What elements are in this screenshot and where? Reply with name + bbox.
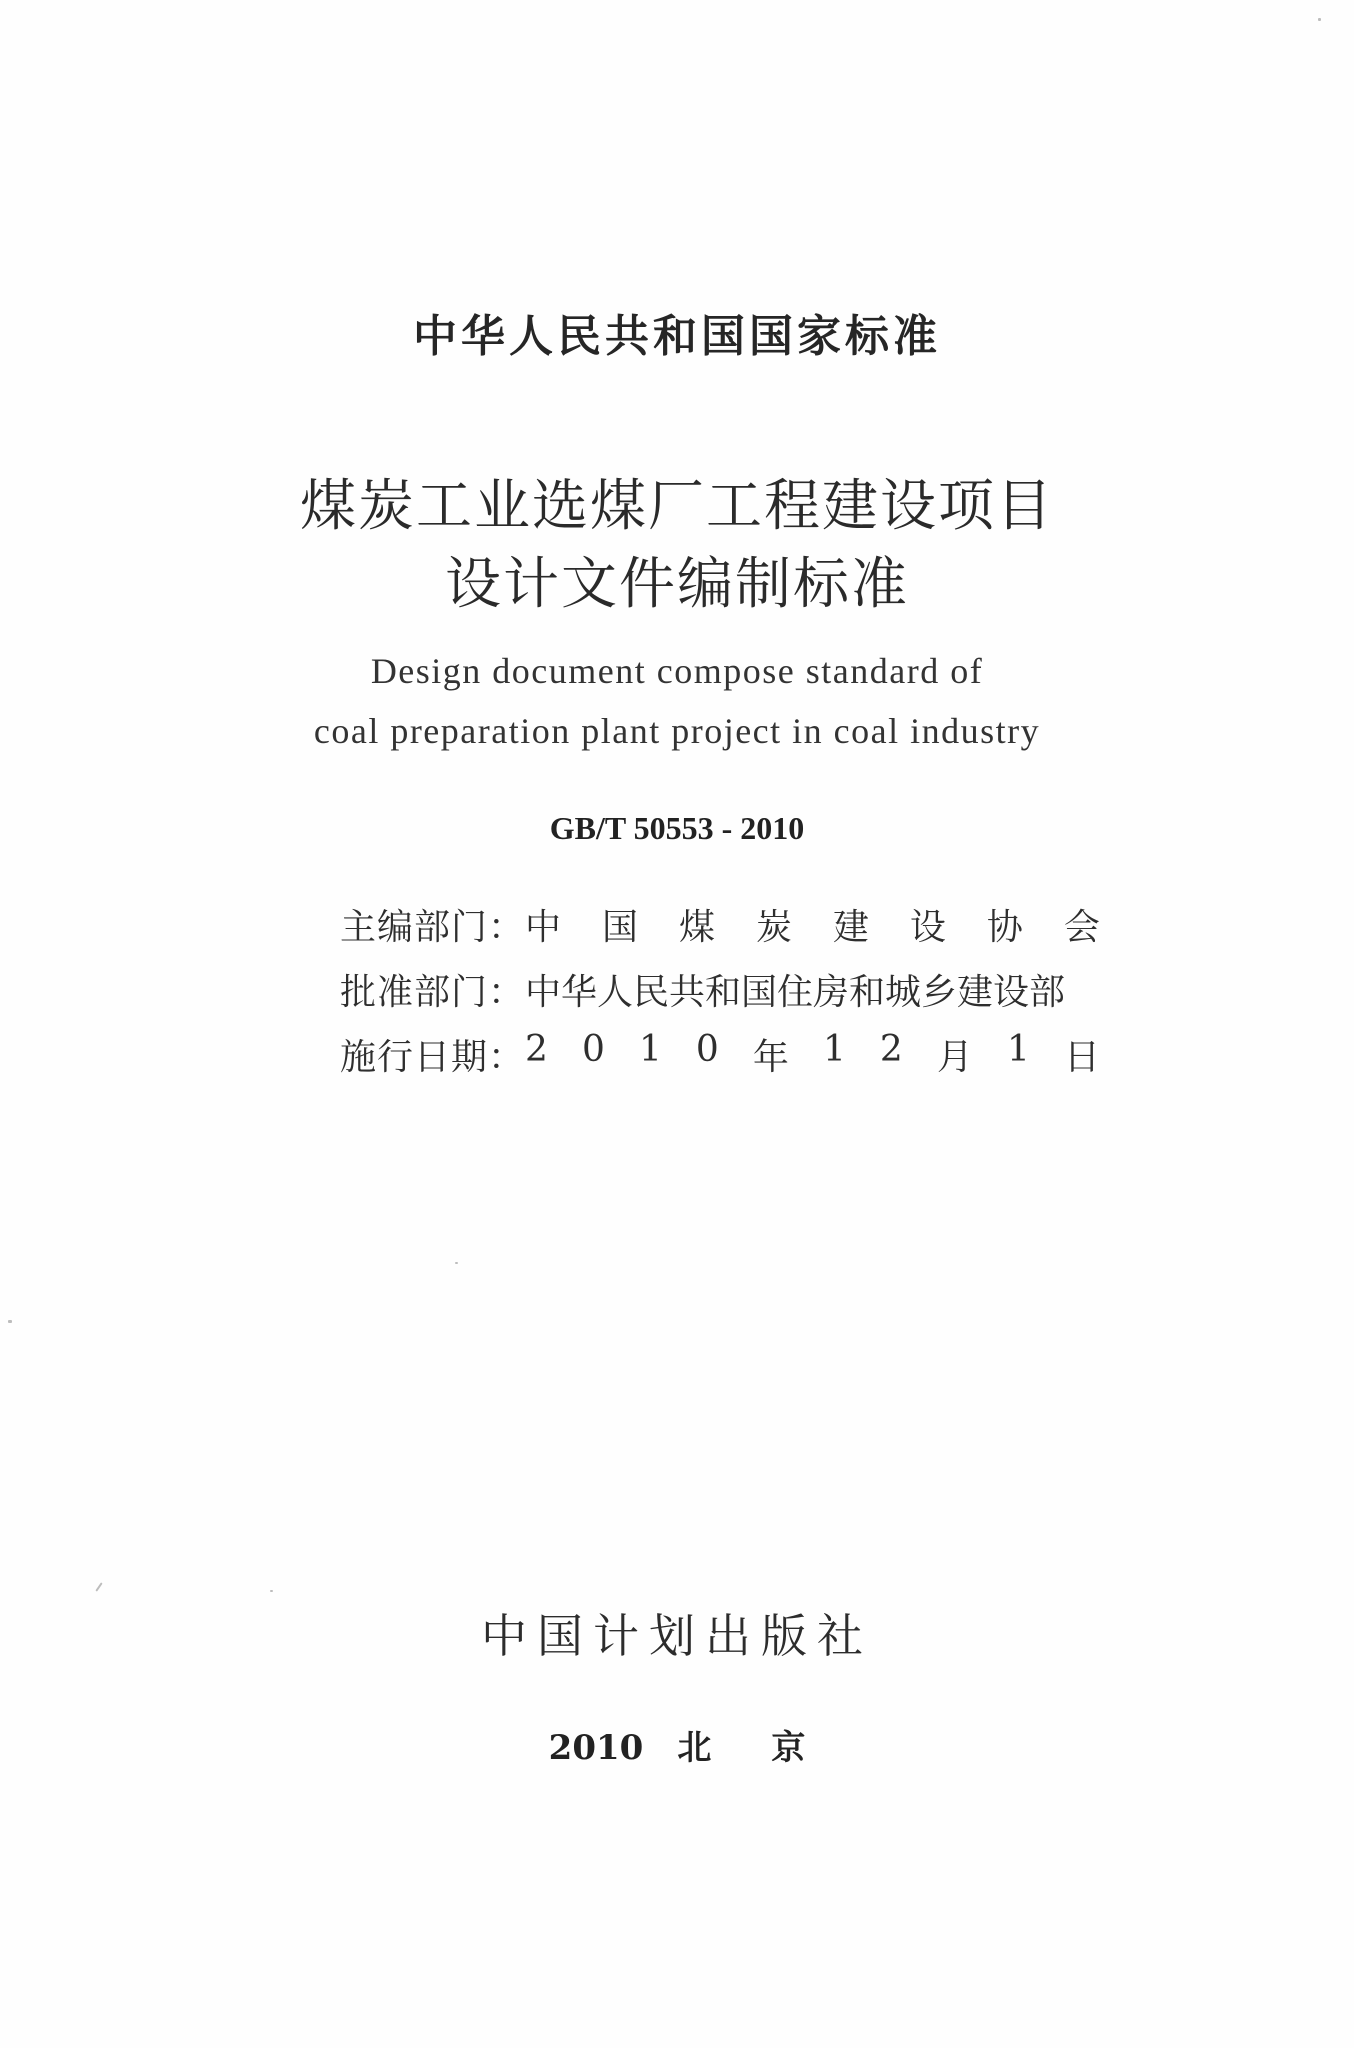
editor-char: 建 [832, 906, 869, 948]
effective-date-row [340, 1028, 1100, 1080]
editor-char: 煤 [678, 906, 715, 948]
chinese-title-line-2: 设计文件编制标准 [445, 552, 909, 617]
editor-char: 会 [1063, 906, 1100, 948]
date-char: 2 [525, 1028, 548, 1070]
editor-char: 设 [909, 906, 946, 948]
editor-char: 炭 [755, 906, 792, 948]
date-char: 0 [581, 1028, 605, 1070]
date-char: 0 [695, 1028, 719, 1070]
scan-speck [455, 1262, 458, 1264]
editor-char: 国 [601, 906, 638, 948]
effective-date-value [525, 1029, 1100, 1080]
date-char: 1 [1006, 1028, 1030, 1070]
publication-city-char: 北 [677, 1728, 712, 1768]
editor-department-row [340, 898, 1100, 950]
date-char: 月 [936, 1036, 973, 1078]
publication-year-city [0, 1720, 1354, 1769]
approver-department-label: 批准部门： [340, 971, 526, 1013]
date-char: 年 [752, 1036, 789, 1078]
publication-city-char: 京 [771, 1728, 806, 1768]
editor-department-value [525, 899, 1100, 950]
scan-speck [95, 1582, 102, 1591]
english-title-line-1: Design document compose standard of [370, 651, 984, 691]
scan-speck [1318, 18, 1321, 21]
date-char: 日 [1063, 1036, 1100, 1078]
scan-speck [8, 1320, 12, 1323]
editor-char: 协 [986, 906, 1023, 948]
editor-department-label: 主编部门： [340, 906, 526, 948]
chinese-title-line-1: 煤炭工业选煤厂工程建设项目 [300, 474, 1054, 539]
standard-code: GB/T 50553 - 2010 [549, 810, 805, 846]
approver-department-row [340, 963, 1100, 1015]
publisher-name: 中国计划出版社 [481, 1609, 873, 1663]
date-char: 1 [638, 1028, 662, 1070]
scan-speck [270, 1590, 273, 1592]
standard-series-title: 中华人民共和国国家标准 [413, 311, 941, 362]
effective-date-label: 施行日期： [340, 1036, 526, 1078]
approver-department-value: 中华人民共和国住房和城乡建设部 [525, 971, 1066, 1013]
editor-char: 中 [525, 906, 562, 948]
english-title-line-2: coal preparation plant project in coal industry [313, 711, 1041, 751]
publication-year: 2010 [548, 1728, 644, 1768]
date-char: 1 [822, 1028, 846, 1070]
date-char: 2 [879, 1028, 903, 1070]
